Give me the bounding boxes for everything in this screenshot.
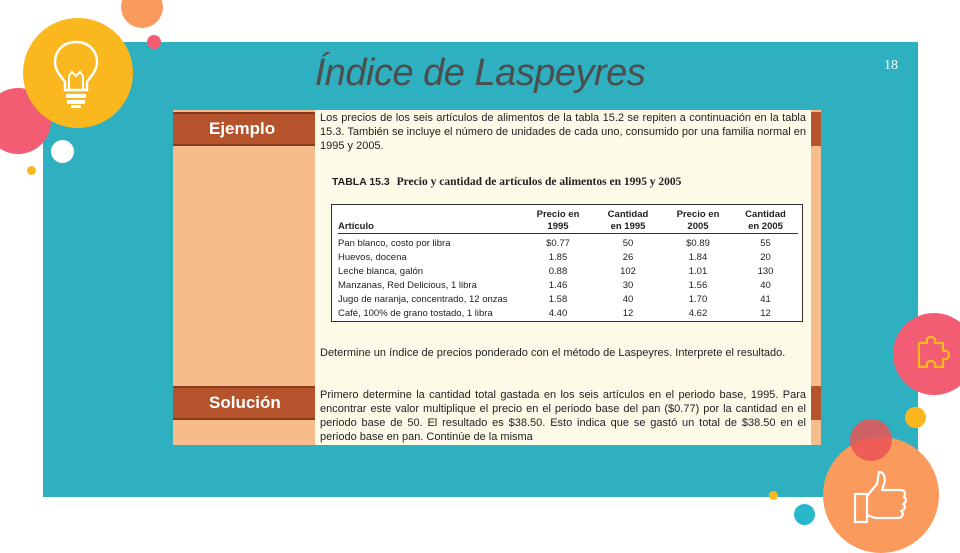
decor-circle-red-overlap bbox=[850, 419, 892, 461]
decor-dot-yellow-bottom bbox=[769, 491, 778, 500]
table-cell: 55 bbox=[760, 238, 771, 249]
header-cantidad-2005: Cantidad en 2005 bbox=[733, 209, 798, 234]
table-cell-item: Pan blanco, costo por libra bbox=[338, 238, 451, 249]
table-cell-item: Manzanas, Red Delicious, 1 libra bbox=[338, 280, 477, 291]
table-caption bbox=[332, 176, 681, 188]
decor-circle-blue-small bbox=[794, 504, 815, 525]
table-cell: $0.89 bbox=[686, 238, 710, 249]
header-articulo: Artículo bbox=[338, 209, 523, 234]
table-header-row bbox=[338, 209, 798, 234]
page-title: Índice de Laspeyres bbox=[314, 52, 646, 94]
page-number: 18 bbox=[884, 58, 898, 73]
decor-circle-white bbox=[51, 140, 74, 163]
table-row bbox=[338, 251, 798, 265]
example-label-bar-right bbox=[811, 112, 821, 146]
table-cell: 40 bbox=[622, 294, 634, 305]
thumbs-up-icon bbox=[851, 470, 911, 526]
solution-paragraph: Primero determine la cantidad total gastada en los seis artículos en el periodo base, 1995. Para encontrar este valor multiplique el precio en el periodo base del pan ($0.77) por la cantidad en el periodo base de 50. El resultado es $38.50. Esto indica que se gastó un total de $38.50 en el periodo base en pan. Continúe de la misma bbox=[320, 389, 806, 443]
header-precio-2005: Precio en 2005 bbox=[663, 209, 733, 234]
table-cell: $0.77 bbox=[546, 238, 570, 249]
table-cell: 12 bbox=[622, 308, 634, 319]
table-cell-item: Café, 100% de grano tostado, 1 libra bbox=[338, 308, 493, 319]
table-cell: 1.58 bbox=[548, 294, 568, 305]
table-cell: 20 bbox=[760, 252, 771, 263]
example-label: Ejemplo bbox=[209, 119, 276, 138]
example-label-bar bbox=[173, 112, 315, 146]
table-row bbox=[338, 265, 798, 279]
table-cell: 1.85 bbox=[548, 252, 568, 263]
table-row bbox=[338, 279, 798, 293]
table-cell: 12 bbox=[760, 308, 771, 319]
table-cell: 40 bbox=[760, 280, 771, 291]
table-caption-text: Precio y cantidad de artículos de alimentos en 1995 y 2005 bbox=[396, 176, 682, 188]
solution-label: Solución bbox=[209, 393, 281, 412]
table-row bbox=[338, 234, 798, 252]
puzzle-icon bbox=[913, 333, 955, 375]
decor-circle-pink-small bbox=[147, 35, 161, 49]
table-cell-item: Huevos, docena bbox=[338, 252, 407, 263]
data-table bbox=[338, 209, 798, 321]
table-cell-item: Jugo de naranja, concentrado, 12 onzas bbox=[338, 294, 508, 305]
table-cell: 50 bbox=[622, 238, 634, 249]
table-cell: 26 bbox=[622, 252, 634, 263]
solution-label-bar bbox=[173, 386, 315, 420]
table-cell: 0.88 bbox=[548, 266, 568, 277]
header-cantidad-1995: Cantidad en 1995 bbox=[593, 209, 663, 234]
table-cell: 1.70 bbox=[688, 294, 708, 305]
table-cell: 1.01 bbox=[688, 266, 708, 277]
header-precio-1995: Precio en 1995 bbox=[523, 209, 593, 234]
data-table-box bbox=[331, 204, 803, 322]
table-cell: 130 bbox=[757, 266, 774, 277]
table-cell-item: Leche blanca, galón bbox=[338, 266, 424, 277]
table-cell: 4.40 bbox=[548, 308, 568, 319]
table-cell: 102 bbox=[620, 266, 636, 277]
question-paragraph: Determine un índice de precios ponderado con el método de Laspeyres. Interprete el resultado. bbox=[320, 347, 786, 359]
table-caption-label: TABLA 15.3 bbox=[332, 176, 390, 188]
decor-dot-yellow-right bbox=[905, 407, 926, 428]
textbook-figure bbox=[173, 110, 821, 445]
table-cell: 1.84 bbox=[688, 252, 708, 263]
solution-label-bar-right bbox=[811, 386, 821, 420]
table-cell: 30 bbox=[622, 280, 634, 291]
table-row bbox=[338, 293, 798, 307]
table-cell: 1.56 bbox=[688, 280, 708, 291]
table-row bbox=[338, 307, 798, 321]
table-cell: 41 bbox=[760, 294, 771, 305]
decor-circle-orange-top bbox=[121, 0, 163, 28]
table-cell: 1.46 bbox=[548, 280, 568, 291]
table-cell: 4.62 bbox=[688, 308, 708, 319]
decor-dot-yellow-left bbox=[27, 166, 36, 175]
intro-paragraph: Los precios de los seis artículos de alimentos de la tabla 15.2 se repiten a continuación en la tabla 15.3. También se incluye el número de unidades de cada uno, consumido por una familia normal en 1995 y 2005. bbox=[320, 112, 806, 152]
